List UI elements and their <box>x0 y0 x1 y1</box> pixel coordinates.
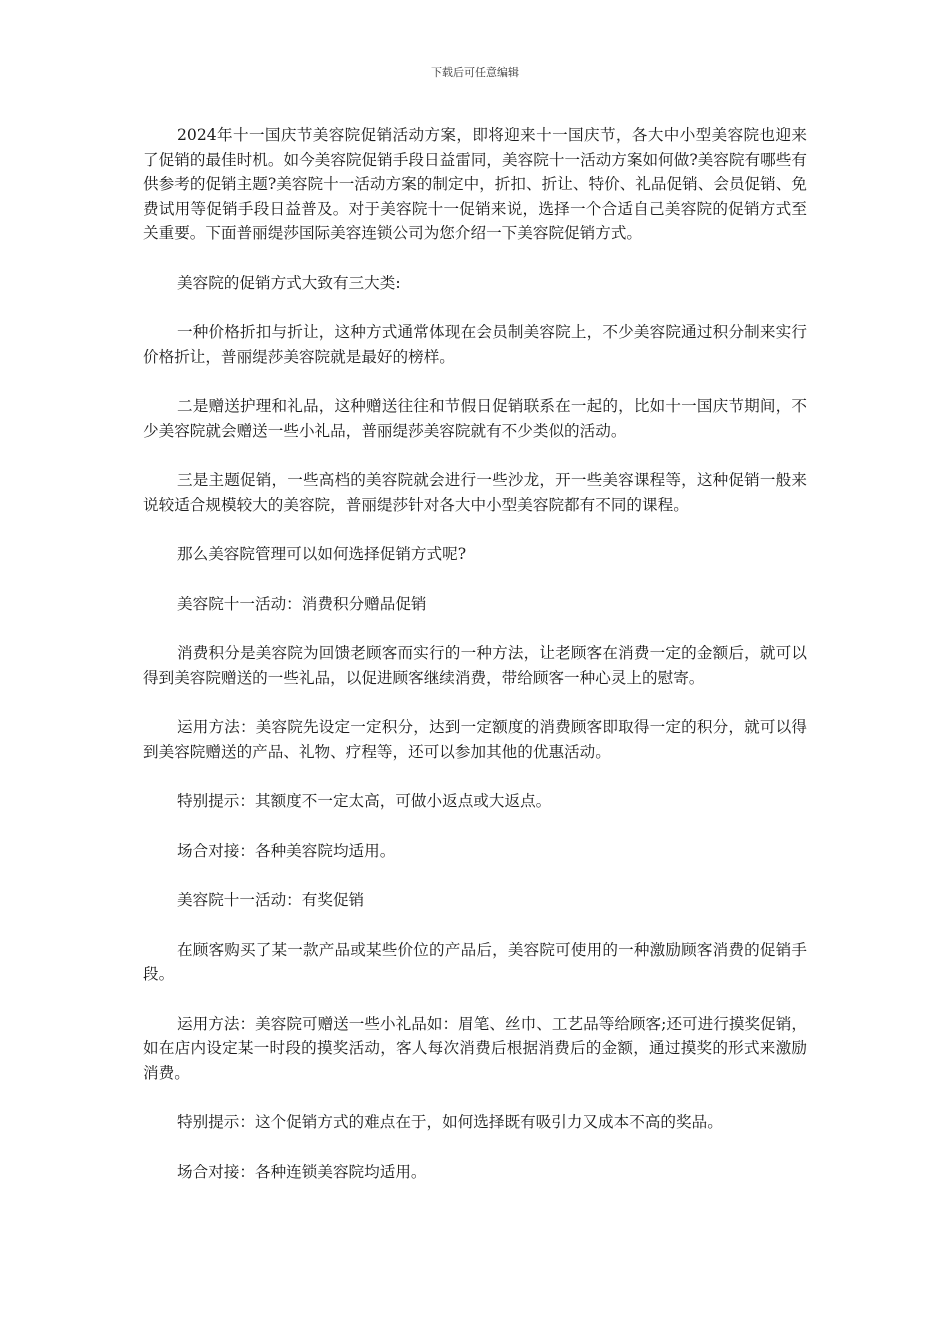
category-discount-paragraph: 一种价格折扣与折让，这种方式通常体现在会员制美容院上，不少美容院通过积分制来实行价格折让，普丽缇莎美容院就是最好的榜样。 <box>143 323 807 366</box>
document-body <box>143 123 807 1209</box>
prize-applicability-paragraph: 场合对接：各种连锁美容院均适用。 <box>177 1162 427 1181</box>
prize-method-paragraph: 运用方法：美容院可赠送一些小礼品如：眉笔、丝巾、工艺品等给顾客;还可进行摸奖促销，如在店内设定某一时段的摸奖活动，客人每次消费后根据消费后的金额，通过摸奖的形式来激励消费。 <box>143 1014 807 1082</box>
points-method-paragraph: 运用方法：美容院先设定一定积分，达到一定额度的消费顾客即取得一定的积分，就可以得到美容院赠送的产品、礼物、疗程等，还可以参加其他的优惠活动。 <box>143 718 807 761</box>
points-tip-paragraph: 特别提示：其额度不一定太高，可做小返点或大返点。 <box>177 792 552 810</box>
intro-paragraph: 2024年十一国庆节美容院促销活动方案，即将迎来十一国庆节，各大中小型美容院也迎来了促销的最佳时机。如今美容院促销手段日益雷同，美容院十一活动方案如何做?美容院有哪些有供参考的促销主题?美容院十一活动方案的制定中，折扣、折让、特价、礼品促销、会员促销、免费试用等促销手段日益普及。对于美容院十一促销来说，选择一个合适自己美容院的促销方式至关重要。下面普丽缇莎国际美容连锁公司为您介绍一下美容院促销方式。 <box>143 126 807 242</box>
points-applicability-paragraph: 场合对接：各种美容院均适用。 <box>177 841 396 860</box>
category-theme-paragraph: 三是主题促销，一些高档的美容院就会进行一些沙龙，开一些美容课程等，这种促销一般来说较适合规模较大的美容院，普丽缇莎针对各大中小型美容院都有不同的课程。 <box>143 471 807 514</box>
section-heading-prize: 美容院十一活动：有奖促销 <box>177 891 365 909</box>
points-description-paragraph: 消费积分是美容院为回馈老顾客而实行的一种方法，让老顾客在消费一定的金额后，就可以得到美容院赠送的一些礼品，以促进顾客继续消费，带给顾客一种心灵上的慰寄。 <box>143 644 807 687</box>
prize-description-paragraph: 在顾客购买了某一款产品或某些价位的产品后，美容院可使用的一种激励顾客消费的促销手段。 <box>143 940 807 983</box>
category-gift-paragraph: 二是赠送护理和礼品，这种赠送往往和节假日促销联系在一起的，比如十一国庆节期间，不少美容院就会赠送一些小礼品，普丽缇莎美容院就有不少类似的活动。 <box>143 397 807 440</box>
prize-tip-paragraph: 特别提示：这个促销方式的难点在于，如何选择既有吸引力又成本不高的奖品。 <box>177 1113 723 1131</box>
header-note: 下载后可任意编辑 <box>431 66 519 79</box>
question-paragraph: 那么美容院管理可以如何选择促销方式呢? <box>177 545 467 563</box>
promotion-categories-heading: 美容院的促销方式大致有三大类: <box>177 273 401 292</box>
section-heading-points: 美容院十一活动：消费积分赠品促销 <box>177 594 427 613</box>
